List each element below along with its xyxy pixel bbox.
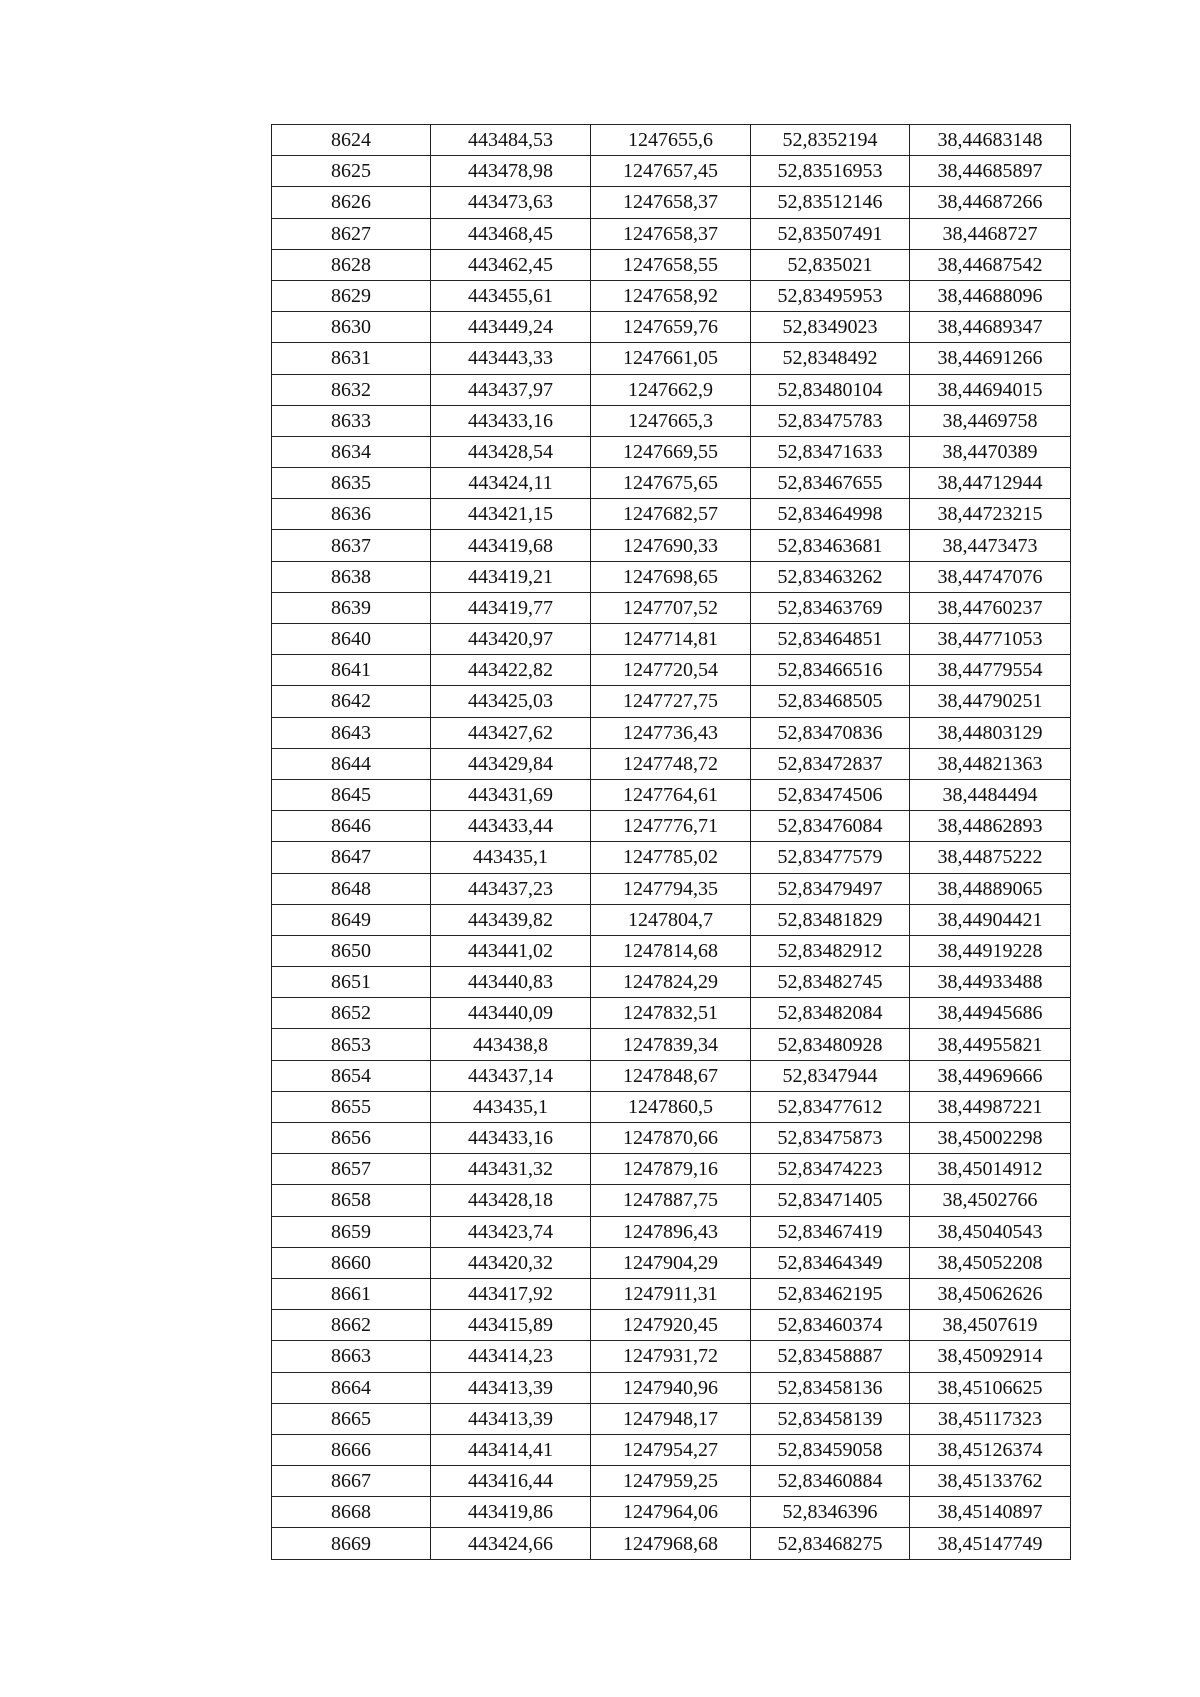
latitude-cell: 52,835021 <box>751 249 910 280</box>
point-number-cell: 8663 <box>272 1341 431 1372</box>
latitude-cell: 52,83463769 <box>751 592 910 623</box>
latitude-cell: 52,8349023 <box>751 312 910 343</box>
point-number-cell: 8651 <box>272 967 431 998</box>
x-coordinate-cell: 443433,16 <box>431 1123 591 1154</box>
point-number-cell: 8637 <box>272 530 431 561</box>
x-coordinate-cell: 443427,62 <box>431 717 591 748</box>
table-row <box>272 842 1071 873</box>
latitude-cell: 52,83507491 <box>751 218 910 249</box>
longitude-cell: 38,45062626 <box>910 1278 1071 1309</box>
table-row <box>272 1216 1071 1247</box>
x-coordinate-cell: 443419,86 <box>431 1497 591 1528</box>
x-coordinate-cell: 443428,18 <box>431 1185 591 1216</box>
table-row <box>272 1341 1071 1372</box>
point-number-cell: 8631 <box>272 343 431 374</box>
y-coordinate-cell: 1247887,75 <box>591 1185 751 1216</box>
x-coordinate-cell: 443413,39 <box>431 1372 591 1403</box>
y-coordinate-cell: 1247948,17 <box>591 1403 751 1434</box>
table-row <box>272 1185 1071 1216</box>
y-coordinate-cell: 1247682,57 <box>591 499 751 530</box>
x-coordinate-cell: 443443,33 <box>431 343 591 374</box>
x-coordinate-cell: 443431,32 <box>431 1154 591 1185</box>
latitude-cell: 52,83477579 <box>751 842 910 873</box>
point-number-cell: 8658 <box>272 1185 431 1216</box>
point-number-cell: 8639 <box>272 592 431 623</box>
table-row <box>272 1091 1071 1122</box>
x-coordinate-cell: 443424,66 <box>431 1528 591 1559</box>
table-row <box>272 1278 1071 1309</box>
latitude-cell: 52,83472837 <box>751 748 910 779</box>
x-coordinate-cell: 443419,21 <box>431 561 591 592</box>
point-number-cell: 8664 <box>272 1372 431 1403</box>
x-coordinate-cell: 443478,98 <box>431 156 591 187</box>
y-coordinate-cell: 1247785,02 <box>591 842 751 873</box>
longitude-cell: 38,45126374 <box>910 1434 1071 1465</box>
x-coordinate-cell: 443462,45 <box>431 249 591 280</box>
point-number-cell: 8649 <box>272 904 431 935</box>
table-row <box>272 125 1071 156</box>
latitude-cell: 52,83466516 <box>751 655 910 686</box>
latitude-cell: 52,83516953 <box>751 156 910 187</box>
table-row <box>272 655 1071 686</box>
table-row <box>272 436 1071 467</box>
latitude-cell: 52,83480928 <box>751 1029 910 1060</box>
longitude-cell: 38,44779554 <box>910 655 1071 686</box>
y-coordinate-cell: 1247959,25 <box>591 1466 751 1497</box>
point-number-cell: 8624 <box>272 125 431 156</box>
y-coordinate-cell: 1247655,6 <box>591 125 751 156</box>
point-number-cell: 8632 <box>272 374 431 405</box>
latitude-cell: 52,83482745 <box>751 967 910 998</box>
y-coordinate-cell: 1247736,43 <box>591 717 751 748</box>
table-row <box>272 748 1071 779</box>
longitude-cell: 38,44955821 <box>910 1029 1071 1060</box>
latitude-cell: 52,83463681 <box>751 530 910 561</box>
longitude-cell: 38,44889065 <box>910 873 1071 904</box>
x-coordinate-cell: 443422,82 <box>431 655 591 686</box>
point-number-cell: 8646 <box>272 811 431 842</box>
longitude-cell: 38,44969666 <box>910 1060 1071 1091</box>
point-number-cell: 8642 <box>272 686 431 717</box>
latitude-cell: 52,83458136 <box>751 1372 910 1403</box>
table-row <box>272 405 1071 436</box>
point-number-cell: 8638 <box>272 561 431 592</box>
table-row <box>272 374 1071 405</box>
longitude-cell: 38,44687266 <box>910 187 1071 218</box>
point-number-cell: 8654 <box>272 1060 431 1091</box>
longitude-cell: 38,44904421 <box>910 904 1071 935</box>
x-coordinate-cell: 443440,83 <box>431 967 591 998</box>
longitude-cell: 38,44723215 <box>910 499 1071 530</box>
table-row <box>272 686 1071 717</box>
point-number-cell: 8643 <box>272 717 431 748</box>
point-number-cell: 8640 <box>272 624 431 655</box>
longitude-cell: 38,44862893 <box>910 811 1071 842</box>
latitude-cell: 52,83468505 <box>751 686 910 717</box>
latitude-cell: 52,8346396 <box>751 1497 910 1528</box>
point-number-cell: 8652 <box>272 998 431 1029</box>
y-coordinate-cell: 1247669,55 <box>591 436 751 467</box>
y-coordinate-cell: 1247661,05 <box>591 343 751 374</box>
point-number-cell: 8644 <box>272 748 431 779</box>
table-row <box>272 218 1071 249</box>
latitude-cell: 52,83512146 <box>751 187 910 218</box>
table-row <box>272 1060 1071 1091</box>
longitude-cell: 38,44688096 <box>910 280 1071 311</box>
x-coordinate-cell: 443429,84 <box>431 748 591 779</box>
longitude-cell: 38,44821363 <box>910 748 1071 779</box>
x-coordinate-cell: 443428,54 <box>431 436 591 467</box>
y-coordinate-cell: 1247964,06 <box>591 1497 751 1528</box>
x-coordinate-cell: 443424,11 <box>431 468 591 499</box>
table-row <box>272 312 1071 343</box>
point-number-cell: 8668 <box>272 1497 431 1528</box>
table-row <box>272 1123 1071 1154</box>
latitude-cell: 52,8347944 <box>751 1060 910 1091</box>
longitude-cell: 38,44760237 <box>910 592 1071 623</box>
latitude-cell: 52,83464349 <box>751 1247 910 1278</box>
longitude-cell: 38,4484494 <box>910 779 1071 810</box>
table-row <box>272 1403 1071 1434</box>
x-coordinate-cell: 443419,77 <box>431 592 591 623</box>
latitude-cell: 52,83467655 <box>751 468 910 499</box>
coordinates-table <box>271 124 1071 1560</box>
latitude-cell: 52,83474223 <box>751 1154 910 1185</box>
y-coordinate-cell: 1247665,3 <box>591 405 751 436</box>
table-row <box>272 1029 1071 1060</box>
table-row <box>272 624 1071 655</box>
x-coordinate-cell: 443449,24 <box>431 312 591 343</box>
point-number-cell: 8661 <box>272 1278 431 1309</box>
longitude-cell: 38,44691266 <box>910 343 1071 374</box>
y-coordinate-cell: 1247911,31 <box>591 1278 751 1309</box>
y-coordinate-cell: 1247832,51 <box>591 998 751 1029</box>
point-number-cell: 8627 <box>272 218 431 249</box>
table-row <box>272 1497 1071 1528</box>
y-coordinate-cell: 1247814,68 <box>591 935 751 966</box>
longitude-cell: 38,45014912 <box>910 1154 1071 1185</box>
table-row <box>272 935 1071 966</box>
y-coordinate-cell: 1247707,52 <box>591 592 751 623</box>
table-row <box>272 1434 1071 1465</box>
y-coordinate-cell: 1247714,81 <box>591 624 751 655</box>
x-coordinate-cell: 443415,89 <box>431 1310 591 1341</box>
point-number-cell: 8625 <box>272 156 431 187</box>
x-coordinate-cell: 443473,63 <box>431 187 591 218</box>
longitude-cell: 38,45092914 <box>910 1341 1071 1372</box>
latitude-cell: 52,83458887 <box>751 1341 910 1372</box>
latitude-cell: 52,83460884 <box>751 1466 910 1497</box>
y-coordinate-cell: 1247839,34 <box>591 1029 751 1060</box>
y-coordinate-cell: 1247954,27 <box>591 1434 751 1465</box>
point-number-cell: 8665 <box>272 1403 431 1434</box>
table-row <box>272 468 1071 499</box>
longitude-cell: 38,44694015 <box>910 374 1071 405</box>
latitude-cell: 52,8352194 <box>751 125 910 156</box>
latitude-cell: 52,83479497 <box>751 873 910 904</box>
latitude-cell: 52,83475873 <box>751 1123 910 1154</box>
latitude-cell: 52,83481829 <box>751 904 910 935</box>
table-row <box>272 343 1071 374</box>
y-coordinate-cell: 1247968,68 <box>591 1528 751 1559</box>
y-coordinate-cell: 1247727,75 <box>591 686 751 717</box>
point-number-cell: 8648 <box>272 873 431 904</box>
x-coordinate-cell: 443468,45 <box>431 218 591 249</box>
table-row <box>272 1528 1071 1559</box>
y-coordinate-cell: 1247748,72 <box>591 748 751 779</box>
x-coordinate-cell: 443437,97 <box>431 374 591 405</box>
longitude-cell: 38,45147749 <box>910 1528 1071 1559</box>
y-coordinate-cell: 1247879,16 <box>591 1154 751 1185</box>
longitude-cell: 38,4507619 <box>910 1310 1071 1341</box>
x-coordinate-cell: 443484,53 <box>431 125 591 156</box>
coordinates-table-body <box>272 125 1071 1560</box>
longitude-cell: 38,44689347 <box>910 312 1071 343</box>
y-coordinate-cell: 1247860,5 <box>591 1091 751 1122</box>
x-coordinate-cell: 443431,69 <box>431 779 591 810</box>
y-coordinate-cell: 1247804,7 <box>591 904 751 935</box>
table-row <box>272 1372 1071 1403</box>
longitude-cell: 38,4469758 <box>910 405 1071 436</box>
point-number-cell: 8650 <box>272 935 431 966</box>
latitude-cell: 52,83459058 <box>751 1434 910 1465</box>
point-number-cell: 8626 <box>272 187 431 218</box>
latitude-cell: 52,83463262 <box>751 561 910 592</box>
y-coordinate-cell: 1247657,45 <box>591 156 751 187</box>
longitude-cell: 38,44803129 <box>910 717 1071 748</box>
x-coordinate-cell: 443421,15 <box>431 499 591 530</box>
y-coordinate-cell: 1247940,96 <box>591 1372 751 1403</box>
point-number-cell: 8629 <box>272 280 431 311</box>
latitude-cell: 52,83471633 <box>751 436 910 467</box>
longitude-cell: 38,44790251 <box>910 686 1071 717</box>
longitude-cell: 38,4473473 <box>910 530 1071 561</box>
y-coordinate-cell: 1247764,61 <box>591 779 751 810</box>
point-number-cell: 8630 <box>272 312 431 343</box>
latitude-cell: 52,83477612 <box>751 1091 910 1122</box>
point-number-cell: 8659 <box>272 1216 431 1247</box>
y-coordinate-cell: 1247776,71 <box>591 811 751 842</box>
x-coordinate-cell: 443416,44 <box>431 1466 591 1497</box>
x-coordinate-cell: 443420,32 <box>431 1247 591 1278</box>
longitude-cell: 38,4502766 <box>910 1185 1071 1216</box>
longitude-cell: 38,4470389 <box>910 436 1071 467</box>
y-coordinate-cell: 1247658,92 <box>591 280 751 311</box>
point-number-cell: 8636 <box>272 499 431 530</box>
table-row <box>272 779 1071 810</box>
table-row <box>272 249 1071 280</box>
table-row <box>272 1247 1071 1278</box>
x-coordinate-cell: 443413,39 <box>431 1403 591 1434</box>
longitude-cell: 38,45106625 <box>910 1372 1071 1403</box>
point-number-cell: 8647 <box>272 842 431 873</box>
latitude-cell: 52,83468275 <box>751 1528 910 1559</box>
y-coordinate-cell: 1247896,43 <box>591 1216 751 1247</box>
point-number-cell: 8653 <box>272 1029 431 1060</box>
y-coordinate-cell: 1247698,65 <box>591 561 751 592</box>
point-number-cell: 8662 <box>272 1310 431 1341</box>
longitude-cell: 38,4468727 <box>910 218 1071 249</box>
table-row <box>272 873 1071 904</box>
x-coordinate-cell: 443414,41 <box>431 1434 591 1465</box>
x-coordinate-cell: 443423,74 <box>431 1216 591 1247</box>
x-coordinate-cell: 443417,92 <box>431 1278 591 1309</box>
longitude-cell: 38,45133762 <box>910 1466 1071 1497</box>
latitude-cell: 52,83467419 <box>751 1216 910 1247</box>
latitude-cell: 52,83480104 <box>751 374 910 405</box>
point-number-cell: 8635 <box>272 468 431 499</box>
y-coordinate-cell: 1247675,65 <box>591 468 751 499</box>
x-coordinate-cell: 443420,97 <box>431 624 591 655</box>
latitude-cell: 52,83475783 <box>751 405 910 436</box>
x-coordinate-cell: 443455,61 <box>431 280 591 311</box>
longitude-cell: 38,45140897 <box>910 1497 1071 1528</box>
table-row <box>272 530 1071 561</box>
x-coordinate-cell: 443441,02 <box>431 935 591 966</box>
x-coordinate-cell: 443439,82 <box>431 904 591 935</box>
latitude-cell: 52,83462195 <box>751 1278 910 1309</box>
y-coordinate-cell: 1247824,29 <box>591 967 751 998</box>
y-coordinate-cell: 1247658,37 <box>591 218 751 249</box>
y-coordinate-cell: 1247794,35 <box>591 873 751 904</box>
x-coordinate-cell: 443435,1 <box>431 842 591 873</box>
latitude-cell: 52,83476084 <box>751 811 910 842</box>
table-row <box>272 717 1071 748</box>
y-coordinate-cell: 1247662,9 <box>591 374 751 405</box>
longitude-cell: 38,44712944 <box>910 468 1071 499</box>
point-number-cell: 8634 <box>272 436 431 467</box>
point-number-cell: 8660 <box>272 1247 431 1278</box>
longitude-cell: 38,45052208 <box>910 1247 1071 1278</box>
latitude-cell: 52,83495953 <box>751 280 910 311</box>
point-number-cell: 8655 <box>272 1091 431 1122</box>
y-coordinate-cell: 1247720,54 <box>591 655 751 686</box>
table-row <box>272 1466 1071 1497</box>
longitude-cell: 38,44875222 <box>910 842 1071 873</box>
longitude-cell: 38,44771053 <box>910 624 1071 655</box>
x-coordinate-cell: 443440,09 <box>431 998 591 1029</box>
table-row <box>272 499 1071 530</box>
longitude-cell: 38,45040543 <box>910 1216 1071 1247</box>
table-row <box>272 187 1071 218</box>
latitude-cell: 52,83464851 <box>751 624 910 655</box>
table-row <box>272 811 1071 842</box>
point-number-cell: 8656 <box>272 1123 431 1154</box>
point-number-cell: 8657 <box>272 1154 431 1185</box>
y-coordinate-cell: 1247904,29 <box>591 1247 751 1278</box>
longitude-cell: 38,44683148 <box>910 125 1071 156</box>
latitude-cell: 52,83482912 <box>751 935 910 966</box>
longitude-cell: 38,45117323 <box>910 1403 1071 1434</box>
table-row <box>272 1310 1071 1341</box>
y-coordinate-cell: 1247690,33 <box>591 530 751 561</box>
latitude-cell: 52,83482084 <box>751 998 910 1029</box>
point-number-cell: 8633 <box>272 405 431 436</box>
x-coordinate-cell: 443425,03 <box>431 686 591 717</box>
longitude-cell: 38,44685897 <box>910 156 1071 187</box>
latitude-cell: 52,83460374 <box>751 1310 910 1341</box>
longitude-cell: 38,44919228 <box>910 935 1071 966</box>
point-number-cell: 8645 <box>272 779 431 810</box>
table-row <box>272 280 1071 311</box>
y-coordinate-cell: 1247658,55 <box>591 249 751 280</box>
point-number-cell: 8641 <box>272 655 431 686</box>
table-row <box>272 998 1071 1029</box>
latitude-cell: 52,83471405 <box>751 1185 910 1216</box>
y-coordinate-cell: 1247658,37 <box>591 187 751 218</box>
point-number-cell: 8669 <box>272 1528 431 1559</box>
x-coordinate-cell: 443433,16 <box>431 405 591 436</box>
table-row <box>272 1154 1071 1185</box>
table-row <box>272 592 1071 623</box>
x-coordinate-cell: 443414,23 <box>431 1341 591 1372</box>
latitude-cell: 52,83474506 <box>751 779 910 810</box>
latitude-cell: 52,83470836 <box>751 717 910 748</box>
y-coordinate-cell: 1247920,45 <box>591 1310 751 1341</box>
x-coordinate-cell: 443419,68 <box>431 530 591 561</box>
x-coordinate-cell: 443437,14 <box>431 1060 591 1091</box>
y-coordinate-cell: 1247848,67 <box>591 1060 751 1091</box>
table-row <box>272 156 1071 187</box>
latitude-cell: 52,8348492 <box>751 343 910 374</box>
point-number-cell: 8628 <box>272 249 431 280</box>
y-coordinate-cell: 1247659,76 <box>591 312 751 343</box>
table-row <box>272 904 1071 935</box>
longitude-cell: 38,44747076 <box>910 561 1071 592</box>
longitude-cell: 38,45002298 <box>910 1123 1071 1154</box>
longitude-cell: 38,44933488 <box>910 967 1071 998</box>
table-row <box>272 967 1071 998</box>
longitude-cell: 38,44687542 <box>910 249 1071 280</box>
y-coordinate-cell: 1247931,72 <box>591 1341 751 1372</box>
y-coordinate-cell: 1247870,66 <box>591 1123 751 1154</box>
x-coordinate-cell: 443437,23 <box>431 873 591 904</box>
latitude-cell: 52,83458139 <box>751 1403 910 1434</box>
table-row <box>272 561 1071 592</box>
point-number-cell: 8667 <box>272 1466 431 1497</box>
longitude-cell: 38,44945686 <box>910 998 1071 1029</box>
x-coordinate-cell: 443435,1 <box>431 1091 591 1122</box>
longitude-cell: 38,44987221 <box>910 1091 1071 1122</box>
latitude-cell: 52,83464998 <box>751 499 910 530</box>
x-coordinate-cell: 443438,8 <box>431 1029 591 1060</box>
point-number-cell: 8666 <box>272 1434 431 1465</box>
x-coordinate-cell: 443433,44 <box>431 811 591 842</box>
